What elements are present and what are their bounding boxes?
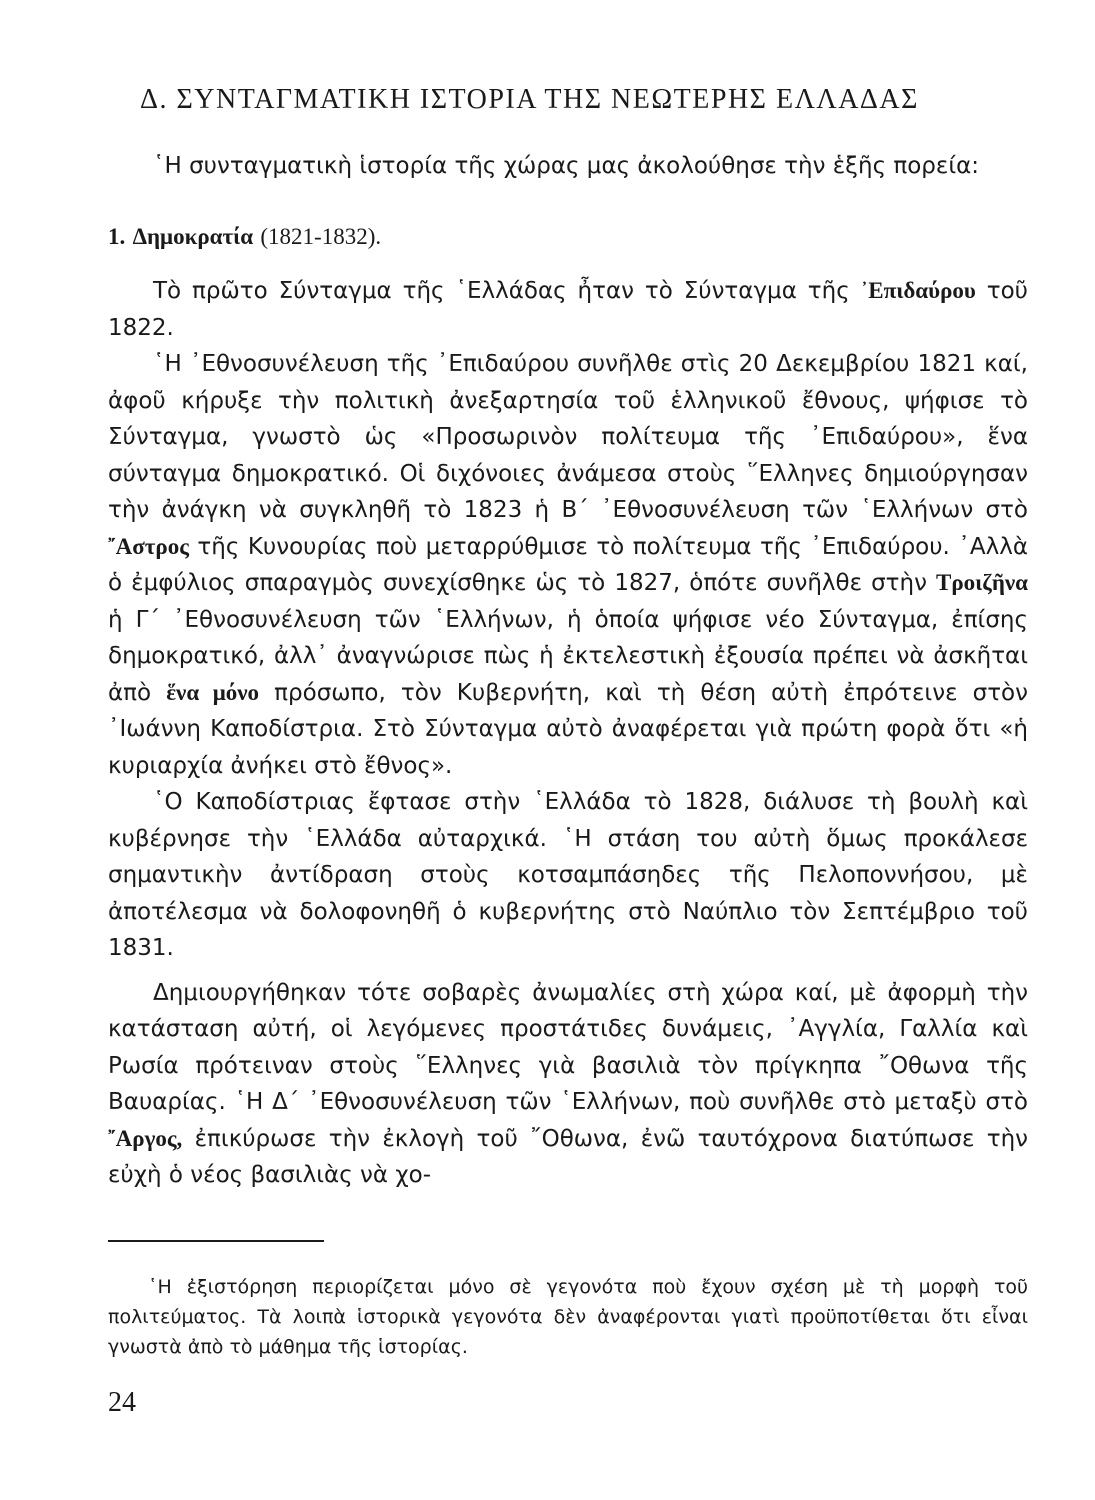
chapter-heading: Δ. ΣΥΝΤΑΓΜΑΤΙΚΗ ΙΣΤΟΡΙΑ ΤΗΣ ΝΕΩΤΕΡΗΣ ΕΛΛΑΔΑΣ (140, 84, 919, 115)
book-page (108, 0, 1028, 1500)
page-number: 24 (108, 1387, 136, 1418)
paragraph-othon (108, 975, 1028, 1194)
paragraph-national-assemblies (108, 346, 1028, 784)
p3-text: ῾Ο Καποδίστριας ἔφτασε στὴν ῾Ελλάδα τὸ 1828, διάλυσε τὴ βουλὴ καὶ κυβέρνησε τὴν ῾Ελλάδα αὐταρχικά. ῾Η στάση του αὐτὴ ὅμως προκάλεσε σημαντικὴν ἀντίδραση στοὺς κοτσαμπάσηδες τῆς Πελοποννήσου, μὲ ἀποτέλεσμα νὰ δολοφονηθῆ ὁ κυβερνήτης στὸ Ναύπλιο τὸν Σεπτέμβριο τοῦ 1831. (108, 789, 1028, 961)
p1-text-c: τοῦ 1822. (108, 278, 1028, 341)
p2-emphasis-one-person: ἕνα μόνο (166, 679, 260, 705)
section-number: 1. (108, 223, 126, 249)
p1-text-a: Τὸ πρῶτο Σύνταγμα τῆς ῾Ελλάδας ἦταν τὸ Σύνταγμα τῆς (153, 278, 861, 304)
p4-text-c: ἐπικύρωσε τὴν ἐκλογὴ τοῦ ῎Οθωνα, ἐνῶ ταυτόχρονα διατύπωσε τὴν εὐχὴ ὁ νέος βασιλιὰς νὰ χο- (108, 1125, 1028, 1188)
section-title: Δημοκρατία (132, 223, 254, 249)
footnote: ῾Η ἐξιστόρηση περιορίζεται μόνο σὲ γεγονότα ποὺ ἔχουν σχέση μὲ τὴ μορφὴ τοῦ πολιτεύματος. Τὰ λοιπὰ ἱστορικὰ γεγονότα δὲν ἀναφέρονται γιατὶ προϋποτίθεται ὅτι εἶναι γνωστὰ ἀπὸ τὸ μάθημα τῆς ἱστορίας. (108, 1276, 1028, 1358)
intro-text: ῾Η συνταγματικὴ ἱστορία τῆς χώρας μας ἀκολούθησε τὴν ἑξῆς πορεία: (153, 153, 980, 179)
p4-text-a: Δημιουργήθηκαν τότε σοβαρὲς ἀνωμαλίες στὴ χώρα καί, μὲ ἀφορμὴ τὴν κατάσταση αὐτή, οἱ λεγόμενες προστάτιδες δυνάμεις, ᾿Αγγλία, Γαλλία καὶ Ρωσία πρότειναν στοὺς ῞Ελληνες γιὰ βασιλιὰ τὸν πρίγκηπα ῎Οθωνα τῆς Βαυαρίας. ῾Η Δ΄ ᾿Εθνοσυνέλευση τῶν ῾Ελλήνων, ποὺ συνῆλθε στὸ μεταξὺ στὸ (108, 979, 1028, 1115)
p2-emphasis-astros: ῎Αστρος (108, 533, 189, 559)
p2-text-e: ἡ Γ΄ ᾿Εθνοσυνέλευση τῶν ῾Ελλήνων, ἡ ὁποία ψήφισε νέο Σύνταγμα, ἐπίσης δημοκρατικό, ἀλλ᾿ ἀναγνώρισε πὼς ἡ ἐκτελεστικὴ ἐξουσία πρέπει νὰ ἀσκῆται ἀπὸ (108, 606, 1028, 706)
p2-text-c: τῆς Κυνουρίας ποὺ μεταρρύθμισε τὸ πολίτευμα τῆς ᾿Επιδαύρου. ᾿Αλλὰ ὁ ἐμφύλιος σπαραγμὸς συνεχίσθηκε ὡς τὸ 1827, ὁπότε συνῆλθε στὴν (108, 533, 1028, 596)
p2-text-g: πρόσωπο, τὸν Κυβερνήτη, καὶ τὴ θέση αὐτὴ ἐπρότεινε στὸν ᾿Ιωάννη Καποδίστρια. Στὸ Σύνταγμα αὐτὸ ἀναφέρεται γιὰ πρώτη φορὰ ὅτι «ἡ κυριαρχία ἀνήκει στὸ ἔθνος». (108, 679, 1028, 779)
p2-text-a: ῾Η ᾿Εθνοσυνέλευση τῆς ᾿Επιδαύρου συνῆλθε στὶς 20 Δεκεμβρίου 1821 καί, ἀφοῦ κήρυξε τὴν πολιτικὴ ἀνεξαρτησία τοῦ ἑλληνικοῦ ἔθνους, ψήφισε τὸ Σύνταγμα, γνωστὸ ὡς «Προσωρινὸν πολίτευμα τῆς ᾿Επιδαύρου», ἕνα σύνταγμα δημοκρατικό. Οἱ διχόνοιες ἀνάμεσα στοὺς ῞Ελληνες δημιούργησαν τὴν ἀνάγκη νὰ συγκληθῆ τὸ 1823 ἡ Β΄ ᾿Εθνοσυνέλευση τῶν ῾Ελλήνων στὸ (108, 351, 1028, 523)
body-text (108, 148, 1028, 1194)
section-years: (1821-1832). (260, 223, 382, 249)
intro-paragraph (108, 148, 1028, 185)
paragraph-first-constitution (108, 273, 1028, 346)
p4-emphasis-argos: ῎Αργος, (108, 1125, 183, 1151)
p1-emphasis-epidaurus: ᾿Επιδαύρου (860, 278, 976, 303)
section-heading-democracy (108, 219, 1028, 256)
paragraph-kapodistrias (108, 784, 1028, 967)
footnote-separator (108, 1240, 324, 1242)
p2-emphasis-troizina: Τροιζῆνα (936, 570, 1028, 595)
